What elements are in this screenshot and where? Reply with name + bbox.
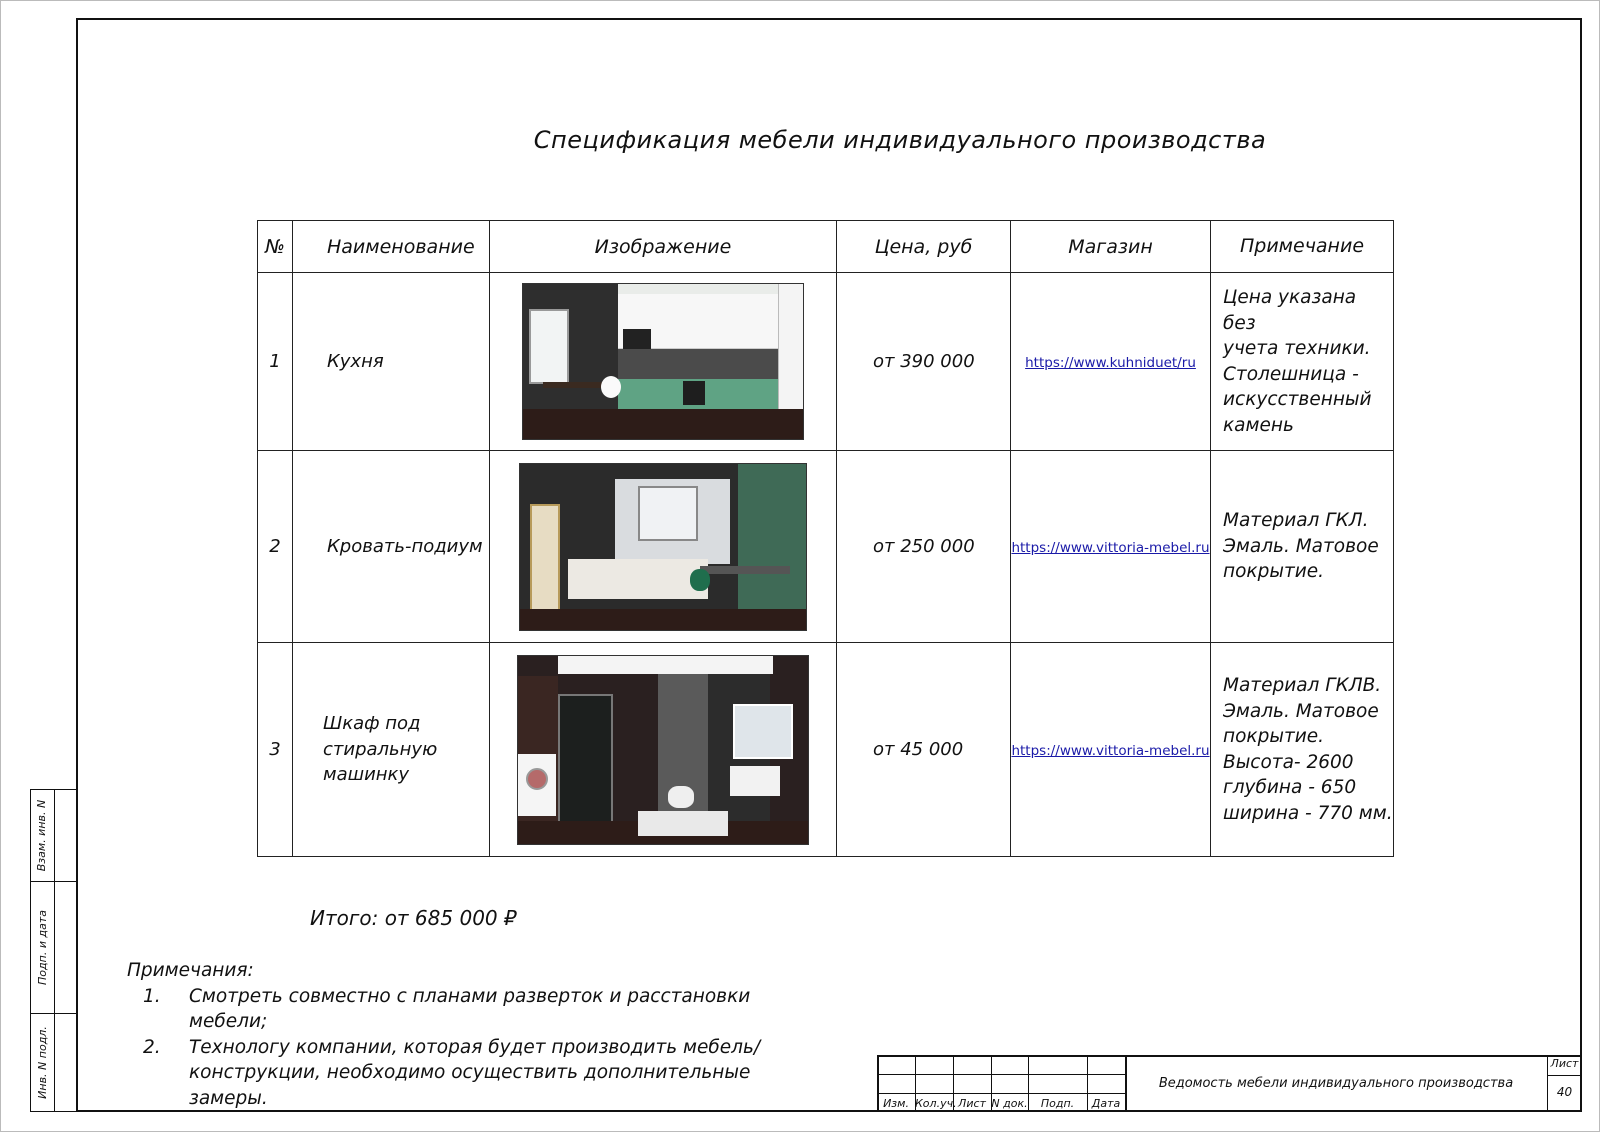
row-num: 1 [258,273,293,451]
col-label: Кол.уч. [915,1097,957,1110]
notes-heading: Примечания: [127,960,254,981]
header-note: Примечание [1211,221,1394,273]
row-num: 2 [258,451,293,643]
table-row [258,273,1394,451]
shop-link[interactable]: https://www.kuhniduet/ru [1025,355,1196,371]
bedroom-render-image [519,463,807,631]
col-label: Лист [958,1097,986,1110]
header-shop: Магазин [1011,221,1211,273]
list-item: 2. Технологу компании, которая будет производить мебель/конструкции, необходимо осуществить дополнительные замеры. [143,1036,761,1109]
header-price: Цена, руб [837,221,1011,273]
table-header-row [258,221,1394,273]
header-num: № [258,221,293,273]
page-title: Спецификация мебели индивидуального производства [533,126,1267,154]
row-image-cell [490,643,837,857]
shop-link[interactable]: https://www.vittoria-mebel.ru [1011,540,1210,556]
row-note: Материал ГКЛ. Эмаль. Матовое покрытие. [1211,451,1394,643]
row-num: 3 [258,643,293,857]
row-name: Кухня [293,273,490,451]
col-label: Изм. [883,1097,909,1110]
row-name: Шкаф под стиральную машинку [293,643,490,857]
kitchen-render-image [522,283,804,440]
side-label-sign-date: Подп. и дата [35,909,49,985]
bathroom-render-image [517,655,809,845]
table-row [258,451,1394,643]
revision-grid [877,1055,1125,1112]
header-image: Изображение [490,221,837,273]
notes-list [127,984,827,1112]
header-name: Наименование [293,221,490,273]
row-image-cell [490,273,837,451]
row-price: от 45 000 [837,643,1011,857]
total-price: Итого: от 685 000 ₽ [310,906,517,930]
sheet-number: 40 [1556,1085,1573,1099]
notes-section [127,958,827,1111]
col-label: Дата [1091,1097,1121,1110]
document-title: Ведомость мебели индивидуального производства [1158,1076,1514,1091]
sheet-label: Лист [1550,1057,1579,1070]
row-price: от 250 000 [837,451,1011,643]
side-label-replace: Взам. инв. N [35,799,49,871]
row-name: Кровать-подиум [293,451,490,643]
shop-link[interactable]: https://www.vittoria-mebel.ru [1011,743,1210,759]
row-price: от 390 000 [837,273,1011,451]
title-block [877,1055,1582,1112]
row-image-cell [490,451,837,643]
row-note: Материал ГКЛВ. Эмаль. Матовое покрытие. Высота- 2600 глубина - 650 ширина - 770 мм. [1211,643,1394,857]
col-label: N док. [991,1097,1028,1110]
col-label: Подп. [1040,1097,1075,1110]
list-item: 1. Смотреть совместно с планами разверток и расстановки мебели; [143,985,751,1032]
table-row [258,643,1394,857]
side-label-inventory: Инв. N подл. [35,1026,49,1099]
row-note: Цена указана без учета техники. Столешница - искусственный камень [1211,273,1394,451]
spec-table [257,220,1394,857]
side-stamp [30,789,78,1112]
